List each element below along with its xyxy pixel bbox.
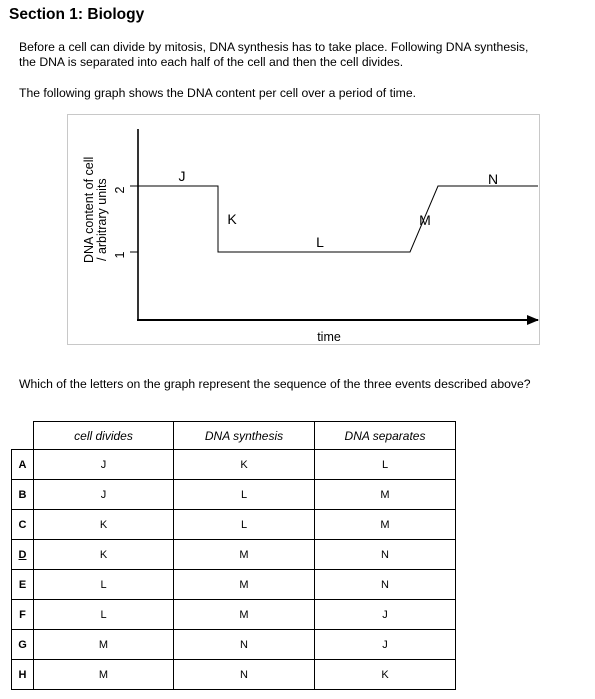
cell-divides-value: M [34, 630, 174, 660]
answer-table-header [12, 422, 456, 450]
dna-content-line [138, 186, 538, 252]
option-letter-text: G [18, 638, 27, 651]
header-cell-divides: cell divides [34, 422, 174, 450]
dna-separates-value: K [315, 660, 456, 690]
intro-paragraph [19, 40, 594, 70]
dna-synthesis-value: M [174, 570, 315, 600]
option-letter-text: E [18, 578, 27, 591]
answer-row-a[interactable] [12, 450, 456, 480]
dna-synthesis-value: M [174, 540, 315, 570]
dna-synthesis-value: M [174, 600, 315, 630]
dna-separates-value: J [315, 630, 456, 660]
answer-row-g[interactable] [12, 630, 456, 660]
letter-j: J [178, 168, 186, 184]
cell-divides-value: L [34, 600, 174, 630]
dna-synthesis-value: L [174, 510, 315, 540]
cell-divides-value: L [34, 570, 174, 600]
answer-row-e[interactable] [12, 570, 456, 600]
dna-graph-svg [68, 115, 539, 344]
dna-separates-value: L [315, 450, 456, 480]
y-axis-label-line-1: DNA content of cell [82, 156, 96, 263]
y-tick-label-1: 1 [113, 251, 127, 259]
option-letter [12, 540, 34, 570]
answer-row-f[interactable] [12, 600, 456, 630]
option-letter [12, 600, 34, 630]
option-letter-text: H [18, 668, 27, 681]
cell-divides-value: J [34, 450, 174, 480]
header-dna-synthesis: DNA synthesis [174, 422, 315, 450]
option-letter [12, 660, 34, 690]
option-letter [12, 510, 34, 540]
dna-synthesis-value: L [174, 480, 315, 510]
option-letter-text: A [18, 458, 27, 471]
letter-k: K [227, 211, 237, 227]
intro-line-1: Before a cell can divide by mitosis, DNA synthesis has to take place. Following DNA synthesis, [19, 40, 529, 54]
cell-divides-value: M [34, 660, 174, 690]
cell-divides-value: K [34, 510, 174, 540]
y-axis-label-line-2: / arbitrary units [95, 178, 109, 261]
answer-row-c[interactable] [12, 510, 456, 540]
dna-separates-value: J [315, 600, 456, 630]
option-letter [12, 480, 34, 510]
cell-divides-value: K [34, 540, 174, 570]
header-spacer [12, 422, 34, 450]
option-letter-text: C [18, 518, 27, 531]
answer-table [11, 421, 456, 690]
question-text: Which of the letters on the graph represent the sequence of the three events described above? [19, 377, 531, 391]
answer-row-b[interactable] [12, 480, 456, 510]
dna-synthesis-value: K [174, 450, 315, 480]
option-letter [12, 450, 34, 480]
header-dna-separates: DNA separates [315, 422, 456, 450]
dna-graph [67, 114, 540, 345]
cell-divides-value: J [34, 480, 174, 510]
letter-m: M [419, 212, 431, 228]
y-tick-label-2: 2 [113, 186, 127, 194]
x-axis-label: time [317, 330, 341, 344]
option-letter-text: F [19, 608, 26, 621]
letter-l: L [316, 234, 324, 250]
letter-n: N [487, 171, 499, 187]
option-letter-text: B [18, 488, 27, 501]
dna-separates-value: N [315, 540, 456, 570]
option-letter [12, 570, 34, 600]
intro-line-2: the DNA is separated into each half of the cell and then the cell divides. [19, 55, 404, 69]
dna-separates-value: M [315, 480, 456, 510]
option-letter-text: D [18, 548, 27, 561]
option-letter [12, 630, 34, 660]
dna-synthesis-value: N [174, 660, 315, 690]
dna-synthesis-value: N [174, 630, 315, 660]
dna-separates-value: N [315, 570, 456, 600]
answer-row-d[interactable] [12, 540, 456, 570]
section-title: Section 1: Biology [9, 6, 145, 23]
dna-separates-value: M [315, 510, 456, 540]
answer-row-h[interactable] [12, 660, 456, 690]
graph-intro: The following graph shows the DNA content per cell over a period of time. [19, 86, 416, 100]
